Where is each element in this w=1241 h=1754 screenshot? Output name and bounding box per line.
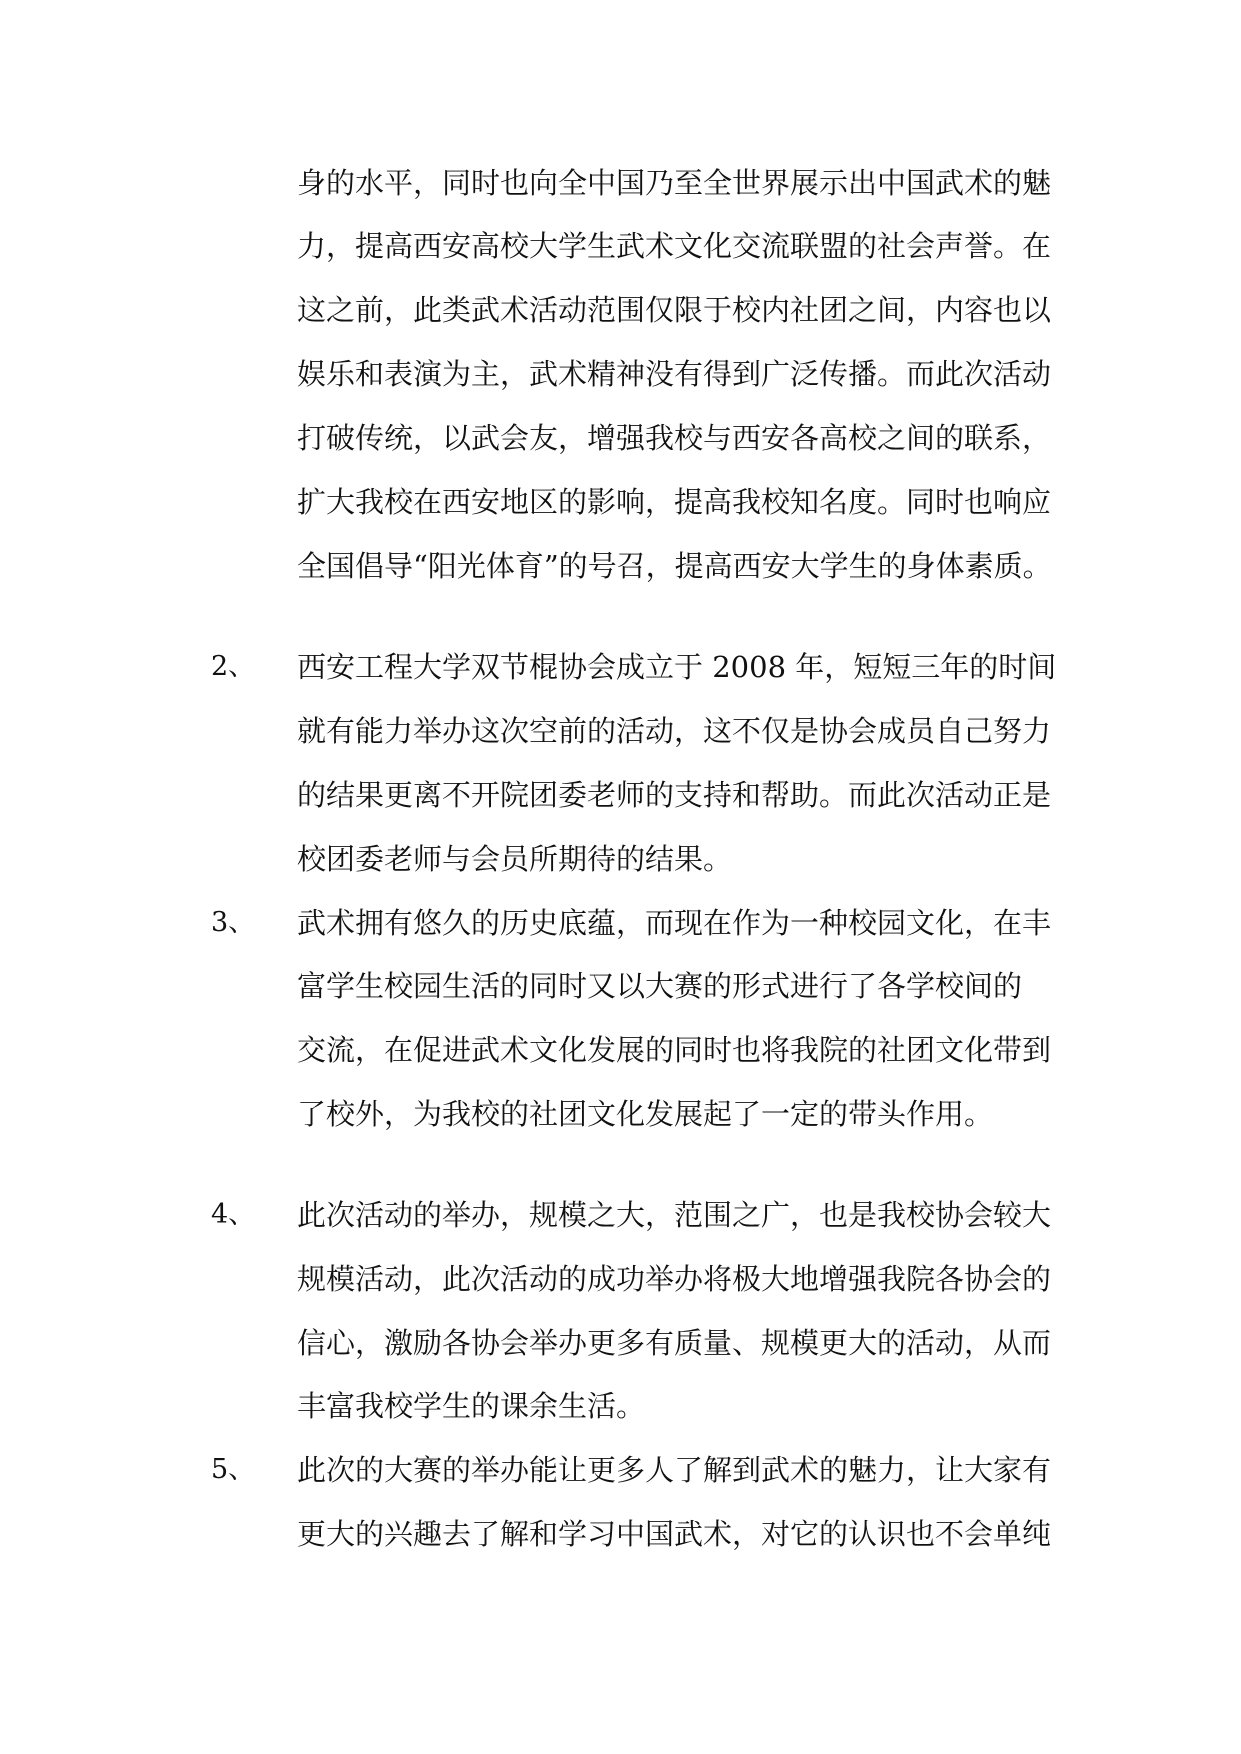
paragraph-line: 富学生校园生活的同时又以大赛的形式进行了各学校间的 bbox=[297, 969, 1023, 1003]
paragraph-line: 打破传统，以武会友，增强我校与西安各高校之间的联系， bbox=[297, 421, 1052, 455]
paragraph-line: 规模活动，此次活动的成功举办将极大地增强我院各协会的 bbox=[297, 1262, 1052, 1296]
paragraph-line: 这之前，此类武术活动范围仅限于校内社团之间，内容也以 bbox=[297, 293, 1052, 327]
list-item-number: 4、 bbox=[211, 1199, 256, 1230]
paragraph-line: 交流，在促进武术文化发展的同时也将我院的社团文化带到 bbox=[297, 1033, 1052, 1067]
paragraph-line: 武术拥有悠久的历史底蕴，而现在作为一种校园文化，在丰 bbox=[297, 906, 1052, 940]
list-item-number: 3、 bbox=[211, 907, 256, 938]
paragraph-line: 娱乐和表演为主，武术精神没有得到广泛传播。而此次活动 bbox=[297, 357, 1052, 391]
list-item-number: 2、 bbox=[211, 651, 256, 682]
paragraph-line: 就有能力举办这次空前的活动，这不仅是协会成员自己努力 bbox=[297, 714, 1052, 748]
paragraph-line: 扩大我校在西安地区的影响，提高我校知名度。同时也响应 bbox=[297, 485, 1052, 519]
paragraph-line: 全国倡导“阳光体育”的号召，提高西安大学生的身体素质。 bbox=[297, 549, 1052, 583]
paragraph-line: 西安工程大学双节棍协会成立于 2008 年，短短三年的时间 bbox=[297, 650, 1057, 684]
paragraph-line: 了校外，为我校的社团文化发展起了一定的带头作用。 bbox=[297, 1097, 994, 1131]
paragraph-line: 此次的大赛的举办能让更多人了解到武术的魅力，让大家有 bbox=[297, 1453, 1052, 1487]
paragraph-line: 信心，激励各协会举办更多有质量、规模更大的活动，从而 bbox=[297, 1326, 1052, 1360]
paragraph-line: 校团委老师与会员所期待的结果。 bbox=[297, 842, 733, 876]
paragraph-line: 丰富我校学生的课余生活。 bbox=[297, 1389, 646, 1423]
list-item-number: 5、 bbox=[211, 1454, 256, 1485]
paragraph-line: 的结果更离不开院团委老师的支持和帮助。而此次活动正是 bbox=[297, 778, 1052, 812]
paragraph-line: 更大的兴趣去了解和学习中国武术，对它的认识也不会单纯 bbox=[297, 1517, 1052, 1551]
paragraph-line: 此次活动的举办，规模之大，范围之广，也是我校协会较大 bbox=[297, 1198, 1052, 1232]
paragraph-line: 力，提高西安高校大学生武术文化交流联盟的社会声誉。在 bbox=[297, 229, 1052, 263]
paragraph-line: 身的水平，同时也向全中国乃至全世界展示出中国武术的魅 bbox=[297, 166, 1052, 200]
